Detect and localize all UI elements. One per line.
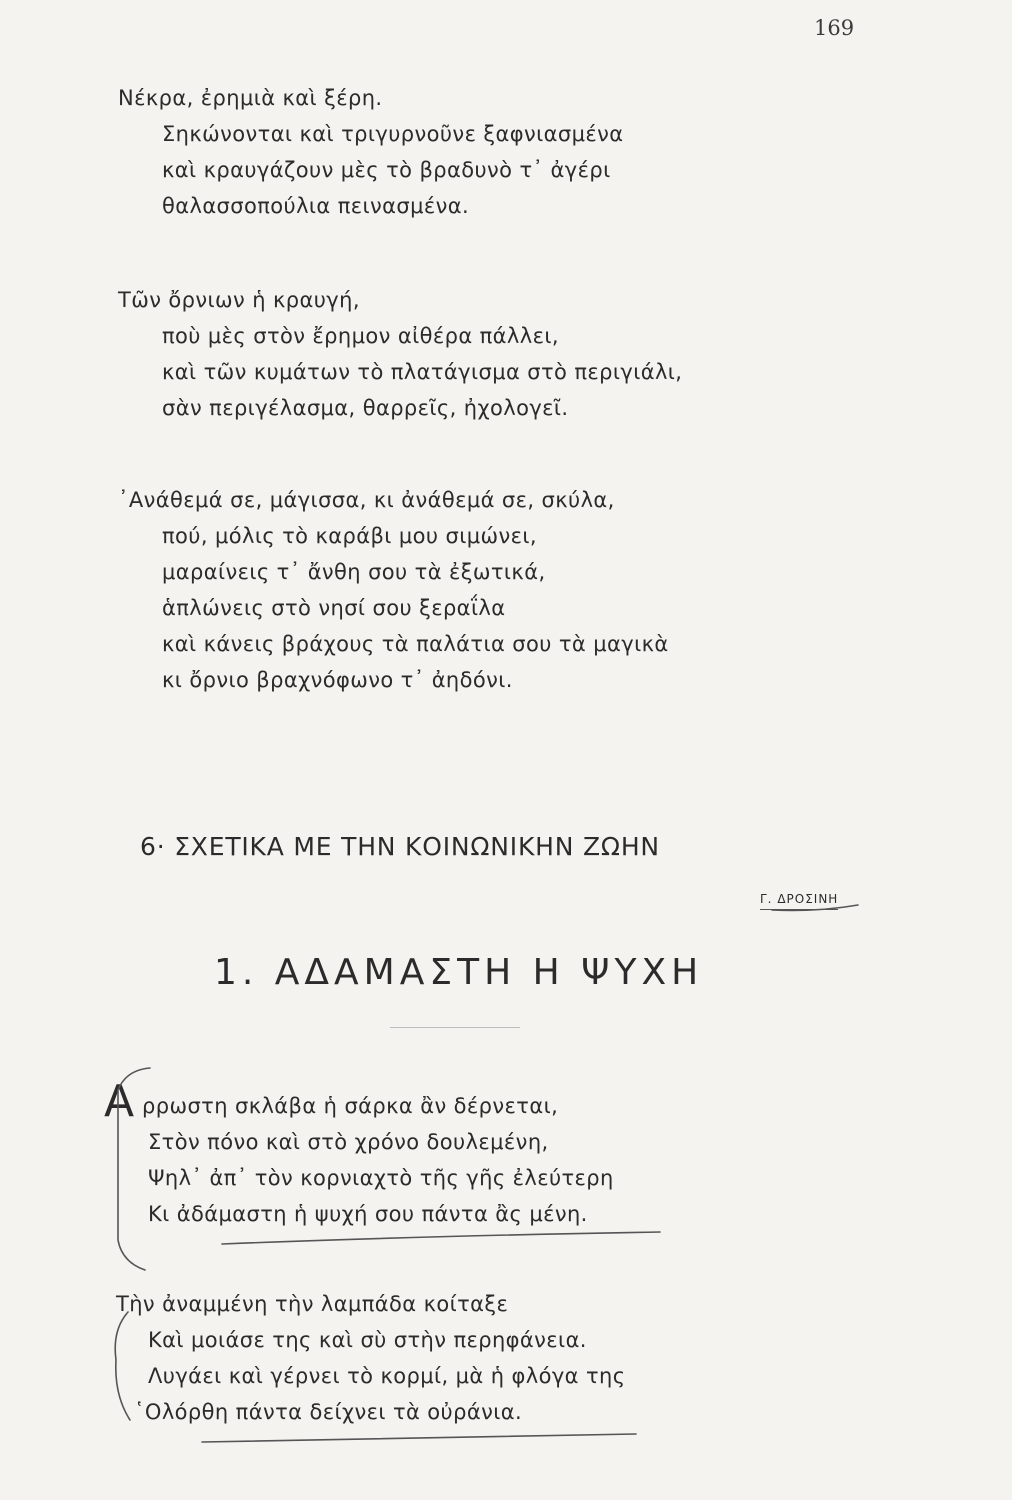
poem-line: ᾿Ανάθεμά σε, μάγισσα, κι ἀνάθεμά σε, σκύλα, xyxy=(118,488,615,512)
poem-line: Τῶν ὄρνιων ἡ κραυγή, xyxy=(118,288,360,312)
poem-line: Ψηλ᾽ ἀπ᾽ τὸν κορνιαχτὸ τῆς γῆς ἐλεύτερη xyxy=(148,1166,614,1190)
poem-line: Σηκώνονται καὶ τριγυρνοῦνε ξαφνιασμένα xyxy=(162,122,624,146)
poem-line: Τὴν ἀναμμένη τὴν λαμπάδα κοίταξε xyxy=(116,1292,509,1316)
poem-line: Στὸν πόνο καὶ στὸ χρόνο δουλεμένη, xyxy=(148,1130,549,1154)
poem-title: 1. ΑΔΑΜΑΣΤΗ Η ΨΥΧΗ xyxy=(214,952,704,993)
poem-line: ποὺ μὲς στὸν ἔρημον αἰθέρα πάλλει, xyxy=(162,324,559,348)
author-name: Γ. ΔΡΟΣΙΝΗ xyxy=(760,892,838,910)
poem-line: ρρωστη σκλάβα ἡ σάρκα ἂν δέρνεται, xyxy=(142,1094,559,1118)
poem-line: ἁπλώνεις στὸ νησί σου ξεραΐλα xyxy=(162,596,506,620)
poem-line: σὰν περιγέλασμα, θαρρεῖς, ἠχολογεῖ. xyxy=(162,396,569,420)
poem-line: Νέκρα, ἐρημιὰ καὶ ξέρη. xyxy=(118,86,383,110)
page-number: 169 xyxy=(814,16,855,40)
poem-line: πού, μόλις τὸ καράβι μου σιμώνει, xyxy=(162,524,537,548)
drop-cap: Α xyxy=(104,1076,135,1127)
poem-line: καὶ κάνεις βράχους τὰ παλάτια σου τὰ μαγικὰ xyxy=(162,632,669,656)
poem-line: θαλασσοπούλια πεινασμένα. xyxy=(162,194,470,218)
poem-line: καὶ τῶν κυμάτων τὸ πλατάγισμα στὸ περιγιάλι, xyxy=(162,360,683,384)
poem-line: καὶ κραυγάζουν μὲς τὸ βραδυνὸ τ᾽ ἀγέρι xyxy=(162,158,611,182)
section-heading: 6· ΣΧΕΤΙΚΑ ΜΕ ΤΗΝ ΚΟΙΝΩΝΙΚΗΝ ΖΩΗΝ xyxy=(140,832,660,861)
poem-line: Λυγάει καὶ γέρνει τὸ κορμί, μὰ ἡ φλόγα της xyxy=(148,1364,626,1388)
title-divider xyxy=(390,1027,520,1028)
poem-line: ῾Ολόρθη πάντα δείχνει τὰ οὐράνια. xyxy=(134,1400,523,1424)
poem-line: μαραίνεις τ᾽ ἄνθη σου τὰ ἐξωτικά, xyxy=(162,560,546,584)
poem-line: κι ὄρνιο βραχνόφωνο τ᾽ ἀηδόνι. xyxy=(162,668,513,692)
poem-line: Κι ἀδάμαστη ἡ ψυχή σου πάντα ἂς μένη. xyxy=(148,1202,588,1226)
poem-line: Καὶ μοιάσε της καὶ σὺ στὴν περηφάνεια. xyxy=(148,1328,587,1352)
